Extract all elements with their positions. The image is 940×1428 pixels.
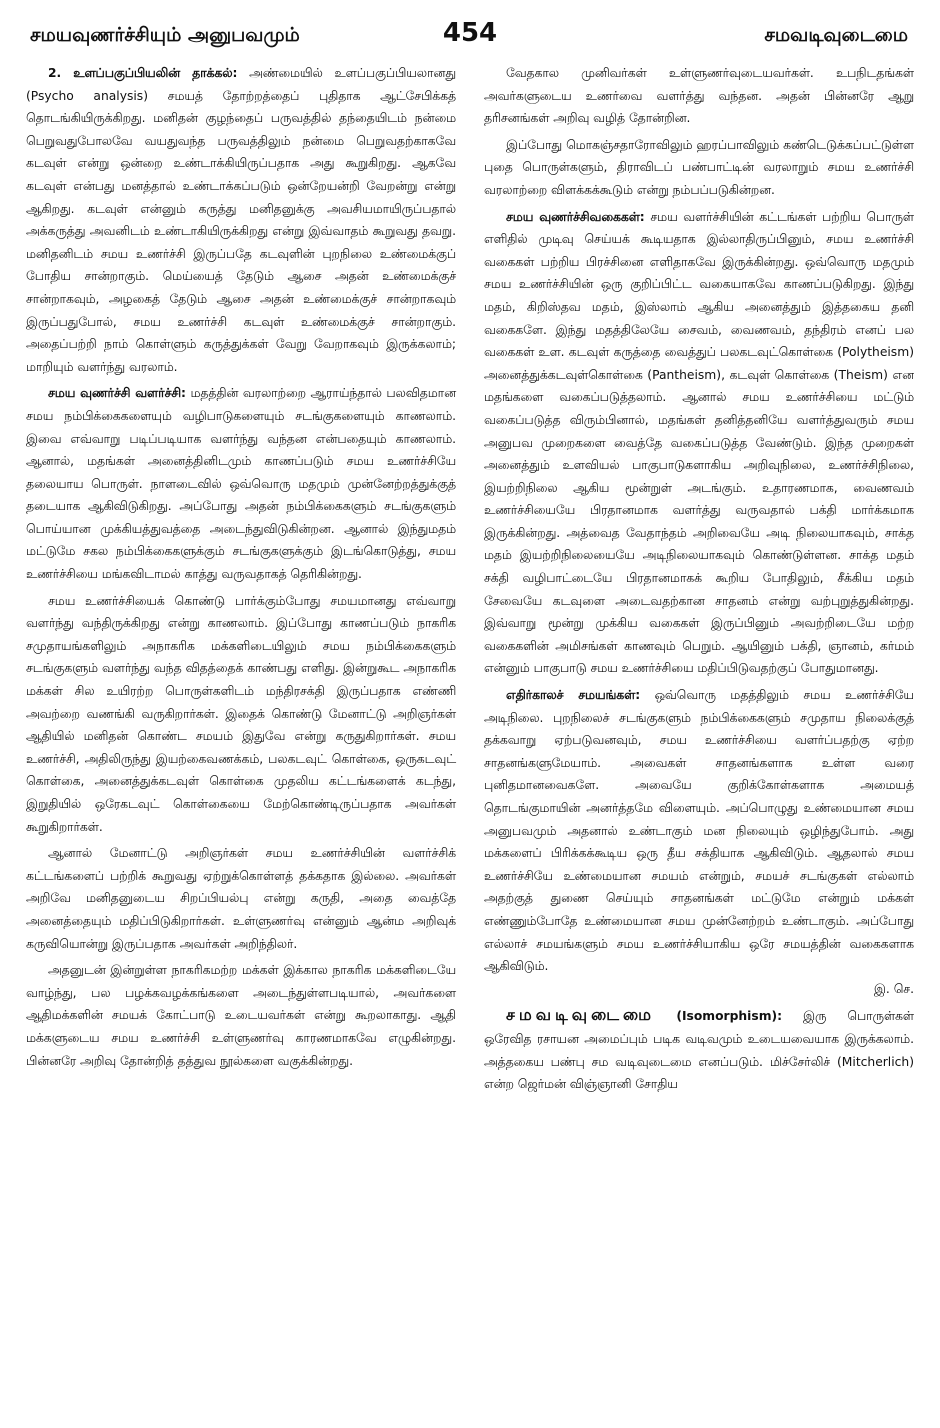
paragraph (484, 1004, 914, 1095)
paragraph (26, 62, 456, 378)
paragraph (26, 590, 456, 839)
running-head-left: சமயவுணர்ச்சியும் அனுபவமும் (30, 24, 300, 46)
paragraph-text: சமய உணர்ச்சியைக் கொண்டு பார்க்கும்போது சமயமானது எவ்வாறு வளர்ந்து வந்திருக்கிறது என்று காணலாம். இப்போது காணப்படும் நாகரிக சமுதாயங்களிலும் அநாகரிக மக்களிடையிலும் சமய நம்பிக்கைகளும் சடங்குகளும் வளர்ந்து வந்த விதத்தைக் காண்பது எளிது. இன்றுகூட அநாகரிக மக்கள் சில உயிரற்ற பொருள்களிடம் மந்திரசக்தி இருப்பதாக எண்ணி அவற்றை வணங்கி வருகிறார்கள். இதைக் கொண்டு மேனாட்டு அறிஞர்கள் ஆதியில் மனிதன் கொண்ட சமயம் இதுவே என்று கருதுகிறார்கள். சமய உணர்ச்சி, அதிலிருந்து இயற்கைவணக்கம், பலகடவுட் கொள்கை, ஒருகடவுட் கொள்கை, அனைத்துக்கடவுள் கொள்கை முதலிய கட்டங்களைக் கடந்து, இறுதியில் ஒரேகடவுட் கொள்கையை மேற்கொண்டிருப்பதாக அவர்கள் கூறுகிறார்கள். (26, 593, 456, 834)
page-header (26, 16, 914, 56)
paragraph-text: இரு பொருள்கள் ஒரேவித ரசாயன அமைப்பும் படிக வடிவமும் உடையவையாக இருக்கலாம். அத்தகைய பண்பு சம வடிவுடைமை எனப்படும். மிச்சேர்லிச் (Mitcherlich) என்ற ஜெர்மன் விஞ்ஞானி சோதிய (484, 1009, 914, 1092)
paragraph-text: அண்மையில் உளப்பகுப்பியலானது (Psycho analysis) சமயத் தோற்றத்தைப் புதிதாக ஆட்சேபிக்கத் தொடங்கியிருக்கிறது. மனிதன் குழந்தைப் பருவத்தில் தந்தையிடம் நன்மை பெறுவதுபோலவே வயதுவந்த பருவத்திலும் நன்மை பெறுவதற்காகவே கடவுள் என்று ஒன்றை உண்டாக்கியிருப்பதாக அது கூறுகிறது. ஆகவே கடவுள் என்பது மனத்தால் உண்டாக்கப்படும் ஒன்றேயன்றி வேறன்று என்று ஆகிறது. கடவுள் என்னும் கருத்து மனிதனுக்கு அவசியமாயிருப்பதால் அக்கருத்து அவனிடம் உண்டாகியிருக்கிறது என்று இவ்வாதம் கூறுவது தவறு. மனிதனிடம் சமய உணர்ச்சி இருப்பதே கடவுளின் புறநிலை உண்மைக்குப் போதிய சான்றாகும். மெய்யைத் தேடும் ஆசை அதன் உண்மைக்குச் சான்றாகவும், அழகைத் தேடும் ஆசை அதன் உண்மைக்குச் சான்றாகவும் இருப்பதுபோல், சமய உணர்ச்சி கடவுள் உண்மைக்குச் சான்றாகும். அதைப்பற்றி நாம் கொள்ளும் கருத்துக்கள் வேறு வேறாகவும் இருக்கலாம்; மாறியும் வளர்ந்து வரலாம். (26, 66, 456, 374)
paragraph-lead: எதிர்காலச் சமயங்கள்: (506, 688, 641, 703)
author-initials: இ. செ. (873, 981, 914, 996)
paragraph-text: ஆனால் மேனாட்டு அறிஞர்கள் சமய உணர்ச்சியின் வளர்ச்சிக் கட்டங்களைப் பற்றிக் கூறுவது ஏற்றுக்கொள்ளத் தக்கதாக இல்லை. அவர்கள் அறிவே மனிதனுடைய சிறப்பியல்பு என்று கருதி, அதை வைத்தே அனைத்தையும் மதிப்பிடுகிறார்கள். உள்ளுணர்வு என்னும் ஆன்ம அறிவுக் கருவியொன்று இருப்பதாக அவர்கள் அறிந்திலர். (26, 846, 456, 951)
entry-heading-gloss: (Isomorphism): (654, 1009, 783, 1024)
page-number: 454 (442, 18, 498, 48)
paragraph (484, 684, 914, 1000)
paragraph (484, 62, 914, 130)
paragraph-text: ஒவ்வொரு மதத்திலும் சமய உணர்ச்சியே அடிநிலை. புறநிலைச் சடங்குகளும் நம்பிக்கைகளும் சமுதாய நிலைக்குத் தக்கவாறு ஏற்படுவனவும், சமய உணர்ச்சியை வளர்ப்பதற்கு ஏற்ற சாதனங்களுமேயாம். அவைகள் சாதனங்களாக உள்ள வரை புனிதமானவைகளே. அவையே குறிக்கோள்களாக அமையத் தொடங்குமாயின் அனர்த்தமே விளையும். அப்பொழுது உண்மையான சமய அனுபவமும் அதனால் உண்டாகும் மன நிலையும் ஒழிந்துபோம். அது மக்களைப் பிரிக்கக்கூடிய ஒரு தீய சக்தியாக ஆகிவிடும். ஆதலால் சமய உணர்ச்சியே உண்மையான சமயம் என்றும், சமயச் சடங்குகள் எல்லாம் அதற்குத் துணை செய்யும் சாதனங்கள் மட்டுமே என்றும் மக்கள் எண்ணும்போதே உண்மையான சமய முன்னேற்றம் உண்டாகும். அப்போது எல்லாச் சமயங்களும் சமய உணர்ச்சியாகிய ஒரே சமயத்தின் வகைகளாக ஆகிவிடும். (484, 688, 914, 974)
paragraph (26, 959, 456, 1072)
left-column (26, 62, 470, 1382)
paragraph (26, 382, 456, 585)
right-column (470, 62, 914, 1382)
paragraph-lead: சமய வுணர்ச்சிவகைகள்: (506, 209, 645, 224)
running-head-right: சமவடிவுடைமை (764, 24, 908, 46)
entry-heading: சமவடிவுடைமை (506, 1005, 655, 1025)
paragraph (484, 134, 914, 202)
paragraph-text: மதத்தின் வரலாற்றை ஆராய்ந்தால் பலவிதமான சமய நம்பிக்கைகளையும் வழிபாடுகளையும் சடங்குகளையும் காணலாம். இவை எவ்வாறு படிப்படியாக வளர்ந்து வந்தன என்பதையும் காணலாம். ஆனால், மதங்கள் அனைத்தினிடமும் காணப்படும் சமய உணர்ச்சியே தலையாய பொருள். நாளடைவில் ஒவ்வொரு மதமும் முன்னேற்றத்துக்குத் தடையாக ஆகிவிடுகிறது. அப்போது அதன் நம்பிக்கைகளும் சடங்குகளும் பொய்யான முக்கியத்துவத்தை அடைந்துவிடுகின்றன. ஆனால் இந்துமதம் மட்டுமே சகல நம்பிக்கைகளுக்கும் சடங்குகளுக்கும் இடங்கொடுத்து, சமய உணர்ச்சியை மங்கவிடாமல் காத்து வருவதாகத் தெரிகின்றது. (26, 386, 456, 582)
paragraph-lead: 2. உளப்பகுப்பியலின் தாக்கல்: (48, 66, 238, 80)
paragraph-text: வேதகால முனிவர்கள் உள்ளுணர்வுடையவர்கள். உபநிடதங்கள் அவர்களுடைய உணர்வை வளர்த்து வந்தன. அதன் பின்னரே ஆறு தரிசனங்கள் அறிவு வழித் தோன்றின. (484, 66, 914, 126)
paragraph (484, 206, 914, 680)
body-columns (26, 62, 914, 1382)
paragraph-lead: சமய வுணர்ச்சி வளர்ச்சி: (48, 386, 186, 401)
paragraph (26, 842, 456, 955)
paragraph-text: அதனுடன் இன்றுள்ள நாகரிகமற்ற மக்கள் இக்கால நாகரிக மக்களிடையே வாழ்ந்து, பல பழக்கவழக்கங்களை அடைந்துள்ளபடியால், அவர்களை ஆதிமக்களின் சமயக் கோட்பாடு உடையவர்கள் என்று கூறலாகாது. ஆதி மக்களுடைய சமய உணர்ச்சி உள்ளுணர்வு காரணமாகவே எழுகின்றது. பின்னரே அறிவு தோன்றித் தத்துவ நூல்களை வகுக்கின்றது. (26, 963, 456, 1068)
paragraph-text: சமய வளர்ச்சியின் கட்டங்கள் பற்றிய பொருள் எளிதில் முடிவு செய்யக் கூடியதாக இல்லாதிருப்பினும், சமய உணர்ச்சி வகைகள் பற்றிய பிரச்சினை எளிதாகவே இருக்கின்றது. ஒவ்வொரு மதமும் சமய உணர்ச்சியின் ஒரு குறிப்பிட்ட வகையாகவே காணப்படுகிறது. இந்து மதம், கிறிஸ்தவ மதம், இஸ்லாம் ஆகிய அனைத்தும் இத்தகைய தனி வகைகளே. இந்து மதத்திலேயே சைவம், வைணவம், தந்திரம் எனப் பல வகைகள் உள. கடவுள் கருத்தை வைத்துப் பலகடவுட்கொள்கை (Polytheism) அனைத்துக்கடவுள்கொள்கை (Pantheism), கடவுள் கொள்கை (Theism) என மதங்களை வகைப்படுத்தலாம். ஆனால் சமய உணர்ச்சியை மட்டும் வகைப்படுத்த விரும்பினால், மதங்கள் தனித்தனியே வளர்த்துவரும் சமய அனுபவ முறைகளை வைத்தே வகைப்படுத்த வேண்டும். இந்த முறைகள் அனைத்தும் உளவியல் பாகுபாடுகளாகிய அறிவுநிலை, உணர்ச்சிநிலை, இயற்றிநிலை ஆகிய மூன்றுள் அடங்கும். உதாரணமாக, வைணவம் உணர்ச்சியையே பிரதானமாக வளர்த்து வருவதால் பக்தி மார்க்கமாக இருக்கின்றது. அத்வைத வேதாந்தம் அறிவையே அடி நிலையாகவும், சாக்த மதம் இயற்றிநிலையையே அடிநிலையாகவும் கொண்டுள்ளன. சாக்த மதம் சக்தி வழிபாட்டையே பிரதானமாகக் கூறிய போதிலும், சீக்கிய மதம் சேவையே கடவுளை அடைவதற்கான சாதனம் என்று வற்புறுத்துகின்றது. இவ்வாறு மூன்று முக்கிய வகைகள் இருப்பினும் அவற்றிடையே மற்ற வகைகளின் அமிசங்கள் காணவும் பெறும். ஆயினும் பக்தி, ஞானம், கர்மம் என்னும் பாகுபாடு சமய உணர்ச்சியை மதிப்பிடுவதற்குப் போதுமானது. (484, 209, 914, 676)
paragraph-text: இப்போது மொகஞ்சதாரோவிலும் ஹரப்பாவிலும் கண்டெடுக்கப்பட்டுள்ள புதை பொருள்களும், திராவிடப் பண்பாட்டின் வரலாறும் சமய உணர்ச்சி வரலாற்றை விளக்கக்கூடும் என்று நம்பப்படுகின்றன. (484, 137, 914, 197)
